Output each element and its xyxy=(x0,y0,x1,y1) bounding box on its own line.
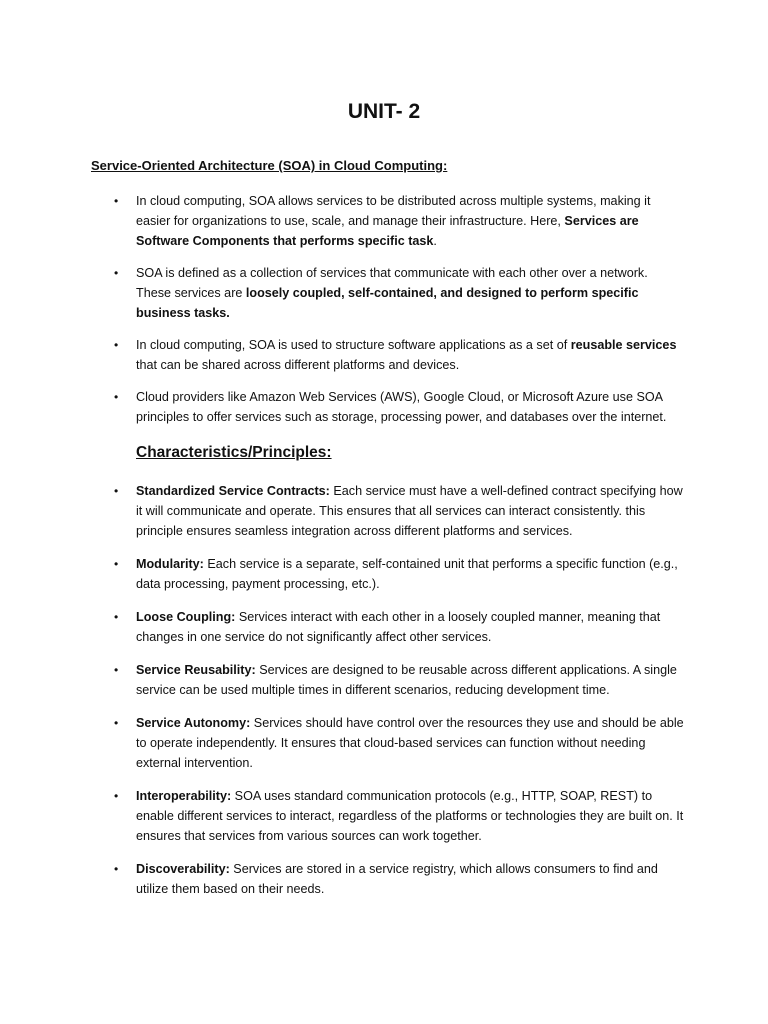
bullet-icon: • xyxy=(114,610,119,624)
bullet-bold-text: Services are Software Components that performs specific task xyxy=(136,214,639,248)
bullet-icon: • xyxy=(114,862,119,876)
bullet-icon: • xyxy=(114,663,119,677)
principle-term: Standardized Service Contracts: xyxy=(136,484,330,498)
principle-text: Services interact with each other in a loosely coupled manner, meaning that changes in one service do not significantly affect other services. xyxy=(136,610,661,644)
principle-term: Discoverability: xyxy=(136,862,230,876)
principle-item xyxy=(0,481,684,541)
principle-term: Loose Coupling: xyxy=(136,610,236,624)
intro-bullet-item xyxy=(0,263,684,323)
principle-item xyxy=(0,660,684,700)
principle-item xyxy=(0,607,684,647)
principle-item xyxy=(0,554,684,594)
bullet-text-end: that can be shared across different platforms and devices. xyxy=(136,358,460,372)
principle-item xyxy=(0,859,684,899)
principles-bullet-list xyxy=(0,481,768,912)
principle-text: Services should have control over the resources they use and should be able to operate independently. It ensures that cloud-based services can function without needing external intervention. xyxy=(136,716,684,770)
bullet-text: SOA is defined as a collection of services that communicate with each other over a network. These services are xyxy=(136,266,648,300)
principles-heading: Characteristics/Principles: xyxy=(136,444,332,461)
bullet-text: In cloud computing, SOA allows services to be distributed across multiple systems, making it easier for organizations to use, scale, and manage their infrastructure. Here, xyxy=(136,194,651,228)
principle-text: Each service is a separate, self-contained unit that performs a specific function (e.g., data processing, payment processing, etc.). xyxy=(136,557,678,591)
bullet-text: In cloud computing, SOA is used to structure software applications as a set of xyxy=(136,338,571,352)
principle-text: Each service must have a well-defined contract specifying how it will communicate and operate. This ensures that all services can interact consistently. this principle ensures seamless integration across different platforms and services. xyxy=(136,484,683,538)
principle-term: Modularity: xyxy=(136,557,204,571)
bullet-bold-text: loosely coupled, self-contained, and designed to perform specific business tasks. xyxy=(136,286,639,320)
bullet-text-end: . xyxy=(433,234,437,248)
bullet-icon: • xyxy=(114,716,119,730)
unit-title: UNIT- 2 xyxy=(347,100,421,123)
bullet-icon: • xyxy=(114,338,119,352)
bullet-icon: • xyxy=(114,266,119,280)
bullet-icon: • xyxy=(114,484,119,498)
bullet-bold-text: reusable services xyxy=(570,338,677,352)
principle-item xyxy=(0,713,684,773)
principle-term: Interoperability: xyxy=(136,789,232,803)
principle-text: Services are designed to be reusable across different applications. A single service can be used multiple times in different scenarios, reducing development time. xyxy=(136,663,677,697)
bullet-icon: • xyxy=(114,789,119,803)
principle-term: Service Reusability: xyxy=(136,663,256,677)
intro-bullet-item xyxy=(0,335,684,375)
intro-bullet-item xyxy=(0,191,684,251)
section-heading: Service-Oriented Architecture (SOA) in Cloud Computing: xyxy=(91,158,448,173)
intro-bullet-item xyxy=(0,387,684,427)
principle-text: Services are stored in a service registry, which allows consumers to find and utilize them based on their needs. xyxy=(136,862,658,896)
principle-item xyxy=(0,786,684,846)
intro-bullet-list xyxy=(0,191,768,439)
principle-text: SOA uses standard communication protocols (e.g., HTTP, SOAP, REST) to enable different services to interact, regardless of the platforms or technologies they are built on. It ensures that services from various sources can work together. xyxy=(136,789,684,843)
bullet-icon: • xyxy=(114,390,119,404)
bullet-icon: • xyxy=(114,194,119,208)
principle-term: Service Autonomy: xyxy=(136,716,251,730)
bullet-icon: • xyxy=(114,557,119,571)
bullet-text: Cloud providers like Amazon Web Services (AWS), Google Cloud, or Microsoft Azure use SOA principles to offer services such as storage, processing power, and databases over the internet. xyxy=(136,390,667,424)
